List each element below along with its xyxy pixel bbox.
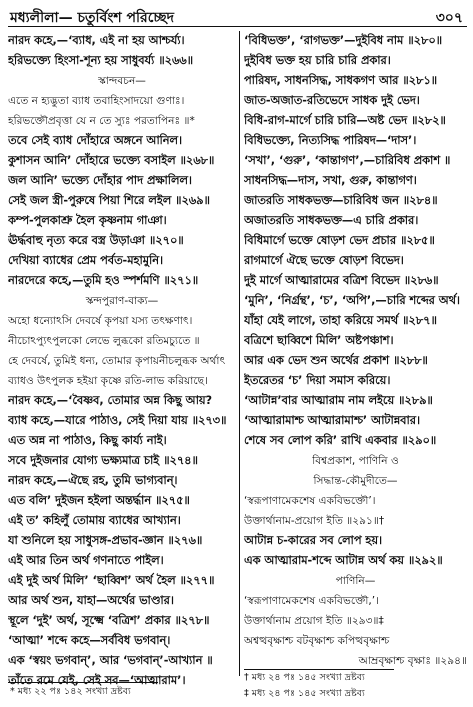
quote-line: অশ্বত্থবৃক্ষাশ্চ বটবৃক্ষাশ্চ কপিত্থবৃক্ষাশ্চ [244,635,390,647]
left-column [8,31,236,691]
right-footnote-2: ‡ মধ্য ২৪ পঃ ১৪৫ সংখ্যা দ্রষ্টব্য [244,688,365,699]
verse-line: সাধনসিদ্ধ—দাস, সখা, গুরু, কান্তাগণ। [244,174,417,187]
quote-line: হরিভক্তৌপ্রবৃত্তা যে ন তে স্যুঃ পরতাপিনঃ ॥* [8,115,195,127]
verse-line: রাগমার্গে ঐছে ভক্তে ষোড়শ বিভেদ। [244,254,404,267]
verse-line: বিধিমার্গে ভক্তে ষোড়শ ভেদ প্রচার ॥২৮৫॥ [244,234,435,247]
verse-line: ব্যাধ কহে,—যারে পাঠাও, সেই দিয়া যায় ॥২৭৩॥ [8,414,227,427]
verse-line: সবে দুইজনার যোগ্য ভক্ষ্যমাত্র চাই ॥২৭৪॥ [8,454,198,467]
verse-line: নারদ কহে,—ঐছে রহ, তুমি ভাগ্যবান্। [8,474,178,487]
verse-line: ‘সখা’, ‘গুরু’, ‘কান্তাগণ’,—চারিবিধ প্রকাশ ॥ [244,154,451,167]
running-header [8,4,467,26]
verse-line: ‘আত্মারামাশ্চ আত্মারামাশ্চ’ আটান্নবার। [244,414,421,427]
verse-line: বিধি-রাগ-মার্গে চারি চারি—অষ্ট ভেদ ॥২৮২॥ [244,114,446,127]
text-columns [8,31,467,707]
verse-line: ‘মুনি’, ‘নির্গ্রন্থ’, ‘চ’, ‘অপি’,—চারি শব্দের অর্থ। [244,294,460,307]
verse-line: যাঁহা যেই লাগে, তাহা করিয়ে সমর্থ ॥২৮৭॥ [244,314,437,327]
verse-line: নারদ কহে,—‘বৈষ্ণব, তোমার অন্ন কিছু আয়? [8,394,213,407]
quote-line: পাণিনি— [335,575,376,587]
quote-line: স্কন্দপুরাণ-বাক্য— [85,295,159,307]
verse-line: দুইবিধ ভক্ত হয় চারি চারি প্রকার। [244,54,391,67]
quote-line: অহো ধন্যোঽসি দেবর্ষে কৃপয়া যস্য তৎক্ষণাৎ। [8,315,193,327]
verse-line: ঊর্দ্ধবাহু নৃত্য করে বস্ত্র উড়াঞা ॥২৭০॥ [8,234,184,247]
verse-line: জাতরতি সাধকভক্ত—চারিবিধ জন ॥২৮৪॥ [244,194,438,207]
verse-line: আর অর্থ শুন, যাহা—অর্থের ভাণ্ডার। [8,594,174,607]
verse-line: শেষে সব লোপ করি’ রাখি একবার ॥২৯০॥ [244,434,437,447]
quote-line: ব্যাধও উৎপুলক হইয়া কৃষ্ণে রতি-লাভ করিয়াছে। [8,375,208,387]
header-rule [8,26,467,27]
quote-line: ‘স্বরূপাণামেকশেষ একবিভক্তৌ,’। [244,595,379,607]
column-divider [239,31,240,676]
quote-line: সিদ্ধান্ত-কৌমুদীতে— [313,475,398,487]
verse-line: বত্রিশে ছাব্বিশে মিলি’ অষ্টপঞ্চাশ। [244,334,394,347]
verse-line: কুশাসন আনি’ দোঁহারে ভক্ত্যে বসাইল ॥২৬৮॥ [8,154,215,167]
quote-line: উক্তার্থানাম প্রয়োগ ইতি ॥২৯৩॥‡ [244,615,384,627]
page-number: ৩০৭ [435,10,463,26]
verse-line: আর এক ভেদ শুন অর্থের প্রকাশ ॥২৮৮॥ [244,354,428,367]
verse-line: সেই জল স্ত্রী-পুরুষে পিয়া শিরে লইল ॥২৬৯॥ [8,194,210,207]
left-footnote: * মধ্য ২২ পঃ ১৪২ সংখ্যা দ্রষ্টব্য [10,686,131,697]
verse-line: দুই মার্গে আত্মারামের বত্রিশ বিভেদ ॥২৮৬॥ [244,274,439,287]
verse-line: জল আনি’ ভক্ত্যে দোঁহার পাদ প্রক্ষালিল। [8,174,192,187]
verse-line: অজাতরতি সাধকভক্ত—এ চারি প্রকার। [244,214,419,227]
right-column [244,31,467,671]
right-footnote-1: † মধ্য ২৪ পঃ ১৪৫ সংখ্যা দ্রষ্টব্য [244,672,365,683]
verse-line: পারিষদ, সাধনসিদ্ধ, সাধকগণ আর ॥২৮১॥ [244,74,438,87]
verse-line: বিধিভক্ত্যে, নিত্যসিদ্ধ পারিষদ—‘দাস’। [244,134,417,147]
chapter-title: মধ্যলীলা— চতুর্বিংশ পরিচ্ছেদ [10,10,174,26]
verse-line: এই দুই অর্থ মিলি’ ‘ছাব্বিশ’ অর্থ হৈল ॥২৭৭॥ [8,574,215,587]
quote-line: হে দেবর্ষে, তুমিই ধন্য, তোমার কৃপায়নীচলুব্ধক অর্থাৎ [8,355,226,367]
verse-line: স্থূলে ‘দুই’ অর্থ, সূক্ষ্মে ‘বত্রিশ’ প্রকার ॥২৭৮॥ [8,614,210,627]
verse-line: ‘বিধিভক্ত’, ‘রাগভক্ত’—দুইবিধ নাম ॥২৮০॥ [244,34,443,47]
verse-line: কম্প-পুলকাশ্রু হৈল কৃষ্ণনাম গাঞা। [8,214,167,227]
verse-line: এত অন্ন না পাঠাও, কিছু কার্য্য নাই। [8,434,167,447]
verse-line: ইতরেতর ‘চ’ দিয়া সমাস করিয়ে। [244,374,391,387]
verse-line: তবে সেই ব্যাধ দোঁহারে অঙ্গনে আনিল। [8,134,182,147]
verse-line: দেখিয়া ব্যাধের প্রেম পর্বত-মহামুনি। [8,254,164,267]
verse-line: এত বলি’ দুইজন হইলা অন্তর্দ্ধান ॥২৭৫॥ [8,494,190,507]
left-footnote-rule [8,682,158,683]
verse-line: নারদেরে কহে,—তুমি হও স্পর্শমণি ॥২৭১॥ [8,274,199,287]
quote-line: স্কান্দবচন— [98,75,146,87]
verse-line: এই আর তিন অর্থ গণনাতে পাইল। [8,554,164,567]
quote-line: বিশ্বপ্রকাশ, পাণিনি ও [312,455,399,467]
verse-line: ‘আত্মা’ শব্দে কহে—সর্ববিধ ভগবান্। [8,634,171,647]
verse-line: আটান্ন চ-কারের সব লোপ হয়। [244,534,383,547]
quote-line: ‘স্বরূপাণামেকশেষ একবিভক্তৌ’। [244,495,376,507]
verse-line: হরিভক্ত্যে হিংসা-শূন্য হয় সাধুবর্য্য ॥২৬৬॥ [8,54,194,67]
right-footnote-rule [244,669,394,670]
verse-line: এক আত্মারাম-শব্দে আটান্ন অর্থ কয় ॥২৯২॥ [244,554,443,567]
quote-line: নীচোঽপ্যুৎপুলকো লেভে লুব্ধকো রতিমচ্যুতে ॥ [8,335,200,347]
quote-line: উক্তার্থানাম-প্রয়োগ ইতি ॥২৯১॥† [244,515,385,527]
verse-line: নারদ কহে,—‘ব্যাধ, এই না হয় আশ্চর্য্য। [8,34,185,47]
verse-line: তাঁতে রমে যেই, সেই সব—‘আত্মারাম’। [8,674,186,687]
verse-line: এক ‘স্বয়ং ভগবান্’, আর ‘ভগবান্’-আখ্যান ॥ [8,654,213,667]
quote-line: আম্রবৃক্ষাশ্চ বৃক্ষাঃ ॥২৯৪॥ [358,655,467,667]
quote-line: এতে ন হ্যদ্ভুতা ব্যাধ তবাহিংসাদয়ো গুণাঃ। [8,95,185,107]
verse-line: যা শুনিলে হয় সাধুসঙ্গ-প্রভাব-জ্ঞান ॥২৭৬॥ [8,534,203,547]
verse-line: এই ত’ কহিলুঁ তোমায় ব্যাধের আখ্যান। [8,514,181,527]
verse-line: ‘আটান্ন’বার আত্মারাম নাম লইয়ে ॥২৮৯॥ [244,394,433,407]
verse-line: জাত-অজাত-রতিভেদে সাধক দুই ভেদ। [244,94,420,107]
